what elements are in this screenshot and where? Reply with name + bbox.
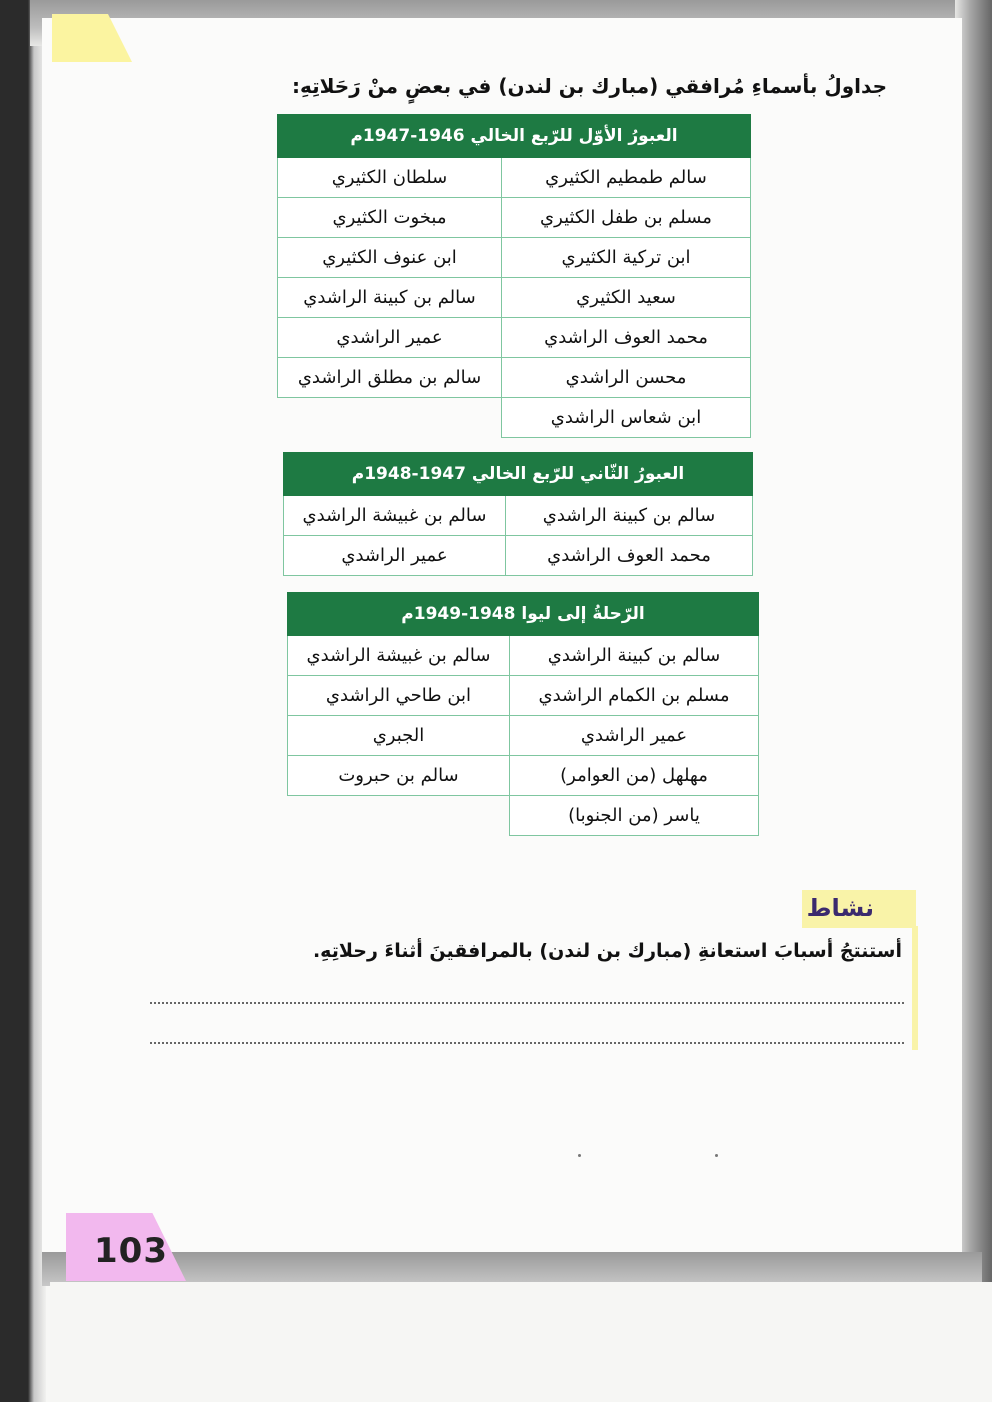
table-row — [288, 636, 759, 676]
table-row — [288, 716, 759, 756]
table-cell: سالم بن كبينة الراشدي — [506, 496, 753, 536]
book-binding-shadow — [0, 0, 46, 1402]
table-row — [284, 536, 753, 576]
companions-table-liwa-journey — [287, 592, 759, 836]
table-row — [278, 318, 751, 358]
table-row — [278, 158, 751, 198]
table-cell: عمير الراشدي — [284, 536, 506, 576]
next-page-sheet — [50, 1282, 992, 1402]
table-row — [278, 198, 751, 238]
table-cell: الجبري — [288, 716, 510, 756]
table-cell: عمير الراشدي — [278, 318, 502, 358]
table-cell: محمد العوف الراشدي — [502, 318, 751, 358]
table-row — [284, 496, 753, 536]
table-row — [278, 398, 751, 438]
table-title: الرّحلةُ إلى ليوا 1948-1949م — [288, 593, 759, 636]
table-cell: سالم بن غبيشة الراشدي — [288, 636, 510, 676]
table-cell: سالم بن مطلق الراشدي — [278, 358, 502, 398]
table-cell: مبخوت الكثيري — [278, 198, 502, 238]
table-cell: ابن شعاس الراشدي — [502, 398, 751, 438]
table-cell: مسلم بن طفل الكثيري — [502, 198, 751, 238]
answer-line-1[interactable] — [150, 1002, 904, 1004]
table-row — [278, 358, 751, 398]
page-heading: جداولُ بأسماءِ مُرافقي (مبارك بن لندن) في بعضٍ منْ رَحَلاتِهِ: — [291, 74, 887, 98]
table-cell: محسن الراشدي — [502, 358, 751, 398]
table-row — [278, 238, 751, 278]
table-cell: عمير الراشدي — [510, 716, 759, 756]
table-cell: سالم بن كبينة الراشدي — [278, 278, 502, 318]
table-row — [288, 796, 759, 836]
table-cell: سلطان الكثيري — [278, 158, 502, 198]
table-row — [278, 278, 751, 318]
activity-side-bar — [912, 926, 918, 1050]
companions-table-first-crossing — [277, 114, 751, 438]
table-row — [288, 676, 759, 716]
table-title: العبورُ الثّاني للرّبع الخالي 1947-1948م — [284, 453, 753, 496]
table-cell: مهلهل (من العوامر) — [510, 756, 759, 796]
table-row — [288, 756, 759, 796]
companions-table-second-crossing — [283, 452, 753, 576]
table-cell: سالم طمطيم الكثيري — [502, 158, 751, 198]
scan-speck — [578, 1154, 581, 1157]
table-cell: ابن عنوف الكثيري — [278, 238, 502, 278]
table-cell: ياسر (من الجنوبا) — [510, 796, 759, 836]
table-cell: ابن تركية الكثيري — [502, 238, 751, 278]
table-cell-empty — [278, 398, 502, 438]
table-cell: سالم بن حبروت — [288, 756, 510, 796]
table-cell-empty — [288, 796, 510, 836]
table-cell: سالم بن غبيشة الراشدي — [284, 496, 506, 536]
table-cell: سعيد الكثيري — [502, 278, 751, 318]
table-cell: مسلم بن الكمام الراشدي — [510, 676, 759, 716]
scan-speck — [715, 1154, 718, 1157]
activity-question: أستنتجُ أسبابَ استعانةِ (مبارك بن لندن) بالمرافقينَ أثناءَ رحلاتِهِ. — [312, 940, 902, 962]
table-cell: محمد العوف الراشدي — [506, 536, 753, 576]
table-title: العبورُ الأوّل للرّبع الخالي 1946-1947م — [278, 115, 751, 158]
answer-line-2[interactable] — [150, 1042, 904, 1044]
table-cell: ابن طاحي الراشدي — [288, 676, 510, 716]
activity-label-box — [802, 890, 916, 928]
activity-label: نشاط — [806, 894, 874, 922]
table-cell: سالم بن كبينة الراشدي — [510, 636, 759, 676]
page-number: 103 — [94, 1231, 168, 1271]
